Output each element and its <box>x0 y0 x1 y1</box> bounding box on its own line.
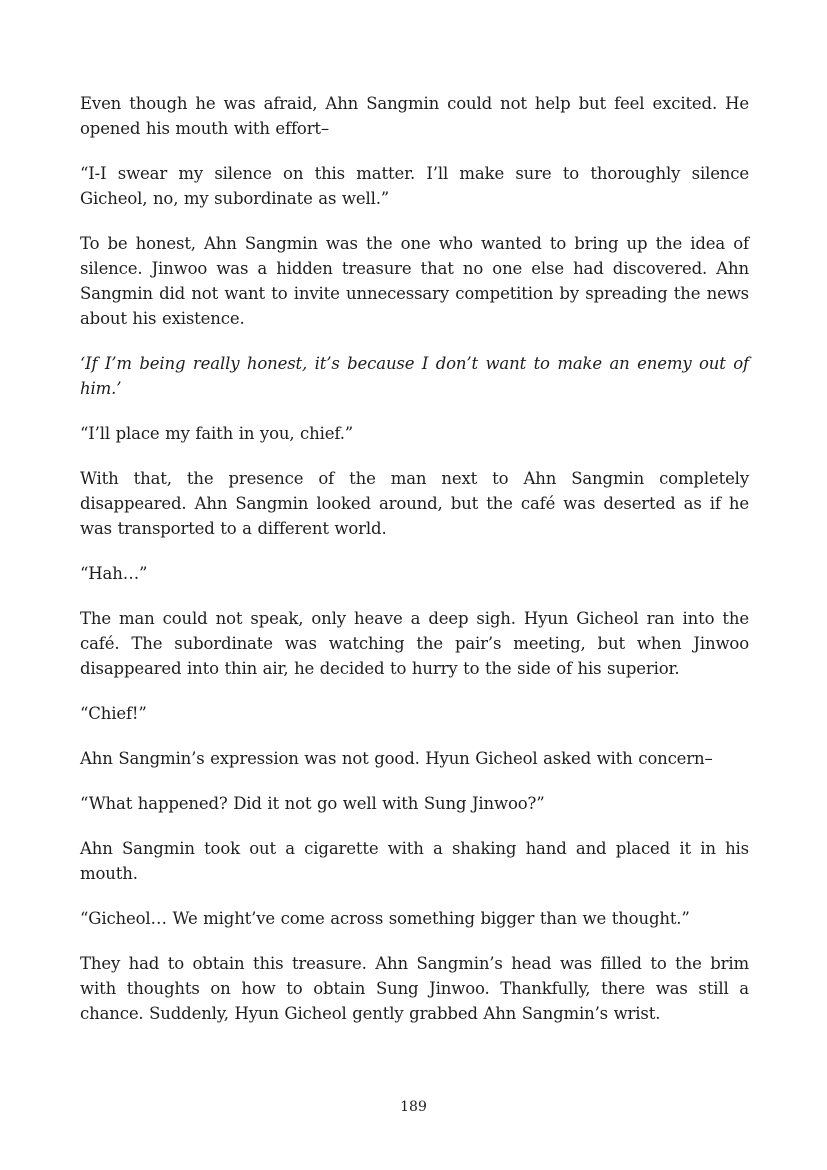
paragraph: They had to obtain this treasure. Ahn Sangmin’s head was filled to the brim with thoughts on how to obtain Sung Jinwoo. Thankfully, there was still a chance. Suddenly, Hyun Gicheol gently grabbed Ahn Sangmin’s wrist. <box>80 954 749 1023</box>
paragraph: With that, the presence of the man next to Ahn Sangmin completely disappeared. Ahn Sangmin looked around, but the café was deserted as if he was transported to a different world. <box>80 469 749 538</box>
paragraph: “Chief!” <box>80 704 147 723</box>
paragraph: The man could not speak, only heave a deep sigh. Hyun Gicheol ran into the café. The subordinate was watching the pair’s meeting, but when Jinwoo disappeared into thin air, he decided to hurry to the side of his superior. <box>80 609 749 678</box>
paragraph: Ahn Sangmin took out a cigarette with a shaking hand and placed it in his mouth. <box>80 839 749 883</box>
paragraph: “I’ll place my faith in you, chief.” <box>80 424 354 443</box>
paragraph-italic-thought: ‘If I’m being really honest, it’s because I don’t want to make an enemy out of him.’ <box>80 354 749 398</box>
paragraph: Ahn Sangmin’s expression was not good. Hyun Gicheol asked with concern– <box>80 749 713 768</box>
paragraph: To be honest, Ahn Sangmin was the one who wanted to bring up the idea of silence. Jinwoo was a hidden treasure that no one else had discovered. Ahn Sangmin did not want to invite unnecessary competition by spreading the news about his existence. <box>80 234 749 328</box>
paragraph: “Hah…” <box>80 564 148 583</box>
page-number: 189 <box>400 1099 427 1115</box>
paragraph: “Gicheol… We might’ve come across something bigger than we thought.” <box>80 909 690 928</box>
paragraph: “What happened? Did it not go well with Sung Jinwoo?” <box>80 794 545 813</box>
body-text <box>80 91 749 1046</box>
paragraph: Even though he was afraid, Ahn Sangmin could not help but feel excited. He opened his mouth with effort– <box>80 94 749 138</box>
paragraph: “I-I swear my silence on this matter. I’ll make sure to thoroughly silence Gicheol, no, my subordinate as well.” <box>80 164 749 208</box>
